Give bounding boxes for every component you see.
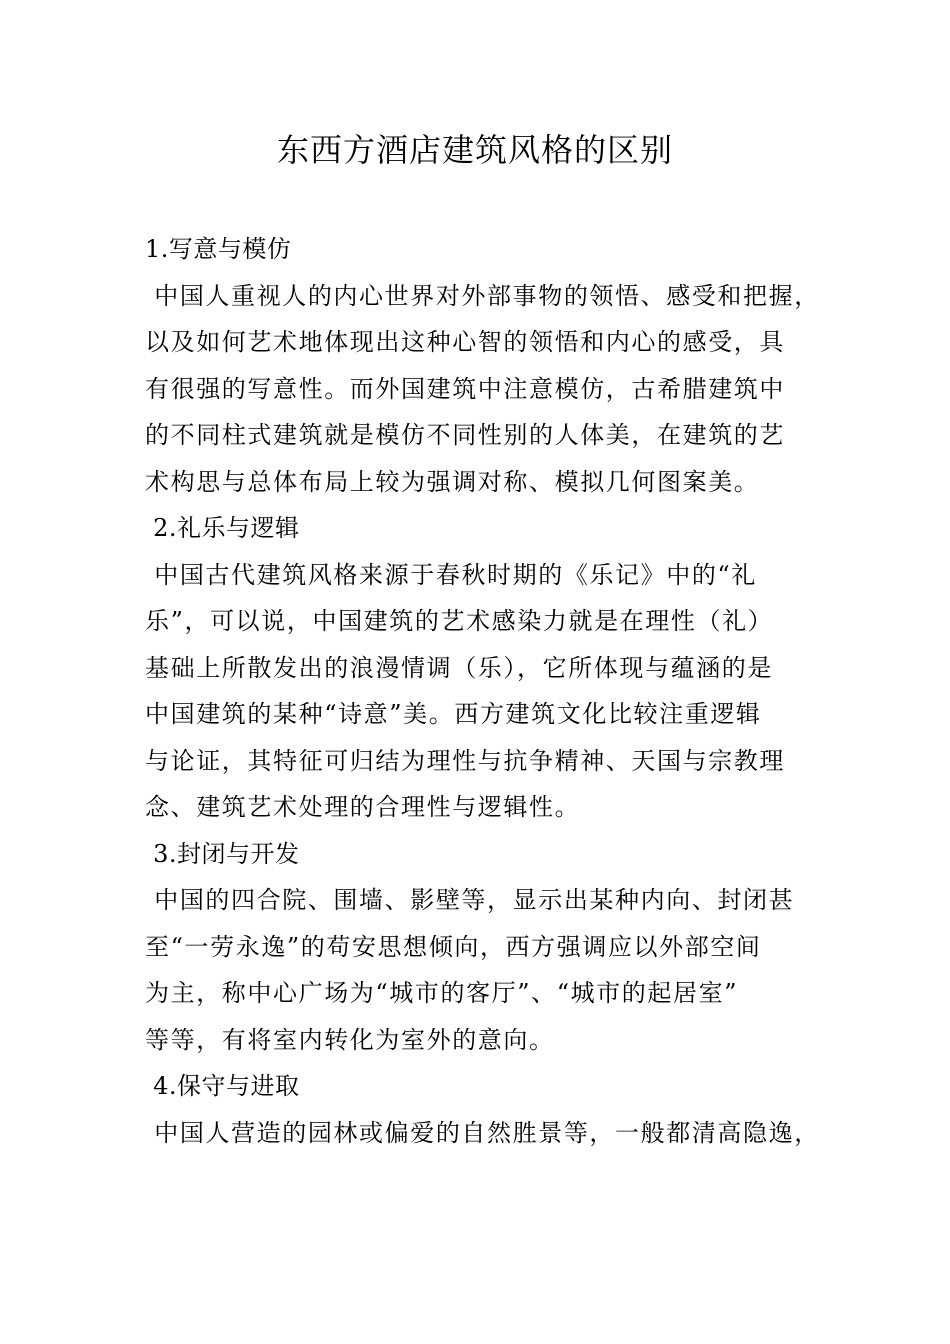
paragraph-line: 与论证，其特征可归结为理性与抗争精神、天国与宗教理 [145,746,785,775]
document-title: 东西方酒店建筑风格的区别 [276,131,673,169]
paragraph-line: 乐”，可以说，中国建筑的艺术感染力就是在理性（礼） [145,607,774,635]
paragraph-line: 基础上所散发出的浪漫情调（乐），它所体现与蕴涵的是 [145,653,773,682]
paragraph-line: 中国古代建筑风格来源于春秋时期的《乐记》中的“礼 [145,560,757,589]
paragraph-line: 以及如何艺术地体现出这种心智的领悟和内心的感受，具 [145,328,785,356]
section-heading-2: 2.礼乐与逻辑 [145,514,300,542]
paragraph-line: 中国建筑的某种“诗意”美。西方建筑文化比较注重逻辑 [145,700,762,728]
section-heading-1: 1.写意与模仿 [145,235,292,263]
paragraph-line: 中国人营造的园林或偏爱的自然胜景等，一般都清高隐逸， [145,1118,820,1147]
section-heading-3: 3.封闭与开发 [145,839,300,868]
paragraph-line: 有很强的写意性。而外国建筑中注意模仿，古希腊建筑中 [145,374,785,403]
paragraph-line: 等等，有将室内转化为室外的意向。 [145,1025,555,1054]
paragraph-line: 为主，称中心广场为“城市的客厅”、“城市的起居室” [145,979,739,1007]
section-heading-4: 4.保守与进取 [145,1072,300,1100]
paragraph-line: 中国的四合院、围墙、影壁等，显示出某种内向、封闭甚 [145,886,795,914]
document-body [145,226,820,1156]
paragraph-line: 中国人重视人的内心世界对外部事物的领悟、感受和把握， [145,281,820,310]
paragraph-line: 至“一劳永逸”的苟安思想倾向，西方强调应以外部空间 [145,932,762,961]
paragraph-line: 术构思与总体布局上较为强调对称、模拟几何图案美。 [145,467,760,496]
paragraph-line: 的不同柱式建筑就是模仿不同性别的人体美，在建筑的艺 [145,421,785,449]
paragraph-line: 念、建筑艺术处理的合理性与逻辑性。 [145,793,581,821]
